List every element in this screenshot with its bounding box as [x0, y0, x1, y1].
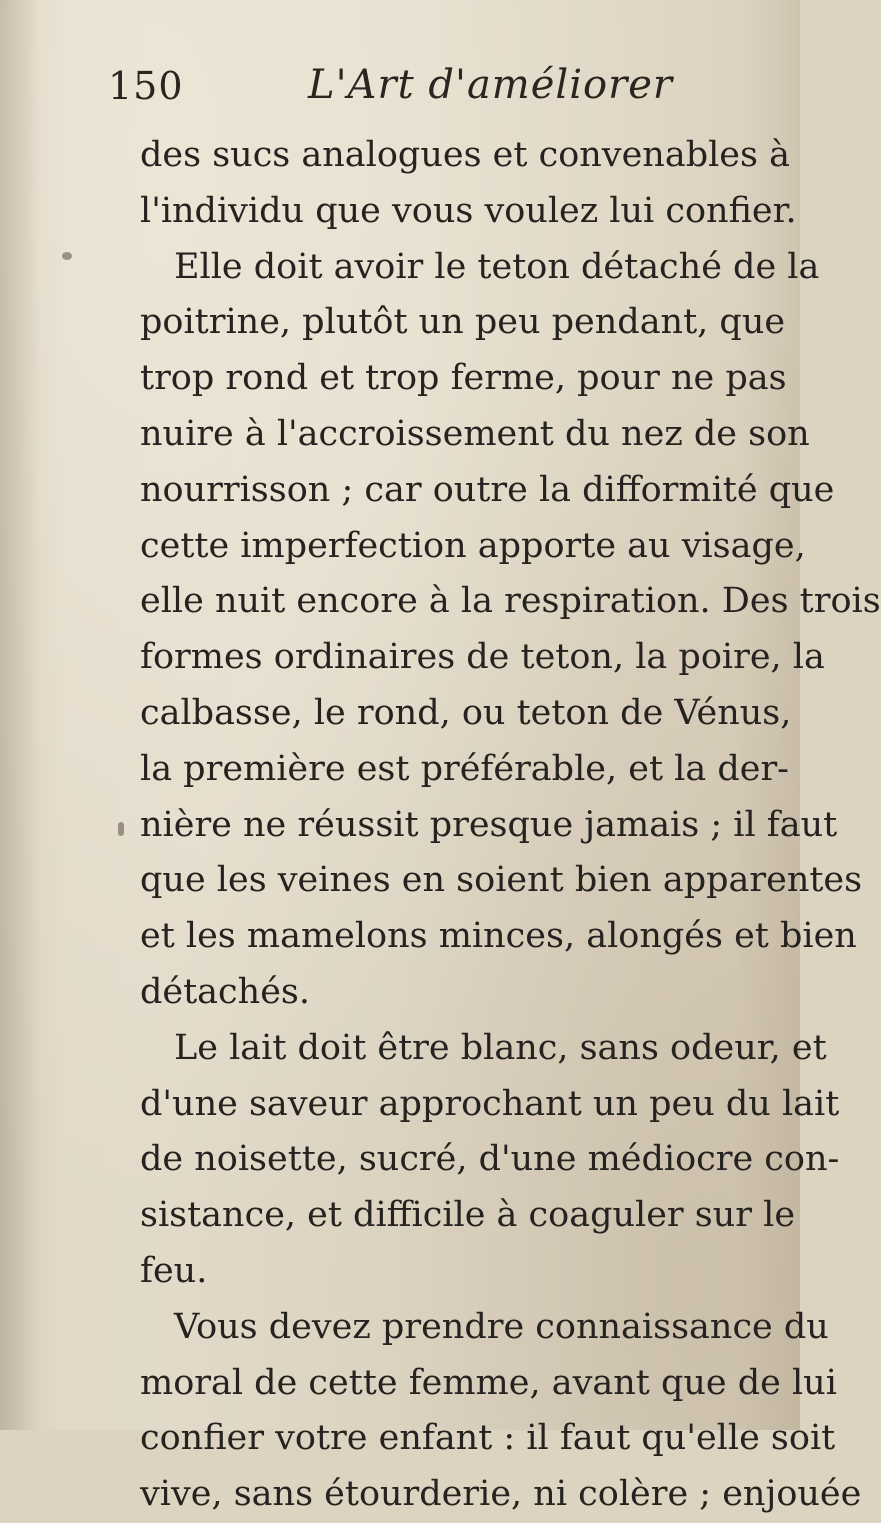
text-line: confier votre enfant : il faut qu'elle soit	[140, 1418, 836, 1459]
text-line: vive, sans étourderie, ni colère ; enjouée	[140, 1474, 862, 1515]
text-line: d'une saveur approchant un peu du lait	[140, 1083, 840, 1124]
page-number: 150	[108, 64, 184, 108]
text-line: de noisette, sucré, d'une médiocre con-	[140, 1139, 840, 1180]
running-title: L'Art d'améliorer	[308, 62, 673, 108]
page-header	[108, 60, 708, 110]
text-line: que les veines en soient bien apparentes	[140, 860, 863, 901]
text-line: Le lait doit être blanc, sans odeur, et	[174, 1027, 827, 1068]
text-line: nourrisson ; car outre la difformité que	[140, 469, 835, 510]
text-line: calbasse, le rond, ou teton de Vénus,	[140, 692, 792, 733]
gutter-shadow	[0, 0, 40, 1430]
ink-spot	[118, 822, 124, 836]
text-line: l'individu que vous voulez lui confier.	[140, 190, 797, 231]
text-line: nuire à l'accroissement du nez de son	[140, 413, 810, 454]
text-line: Vous devez prendre connaissance du	[174, 1306, 829, 1347]
body-text	[140, 128, 881, 1523]
ink-spot	[62, 252, 72, 260]
text-line: moral de cette femme, avant que de lui	[140, 1362, 837, 1403]
text-line: cette imperfection apporte au visage,	[140, 525, 806, 566]
text-line: poitrine, plutôt un peu pendant, que	[140, 302, 786, 343]
text-line: détachés.	[140, 971, 310, 1012]
text-line: la première est préférable, et la der-	[140, 748, 790, 789]
text-line: et les mamelons minces, alongés et bien	[140, 916, 857, 957]
text-line: nière ne réussit presque jamais ; il faut	[140, 804, 838, 845]
text-line: Elle doit avoir le teton détaché de la	[174, 246, 820, 287]
text-line: des sucs analogues et convenables à	[140, 135, 790, 175]
text-line: formes ordinaires de teton, la poire, la	[140, 637, 825, 678]
text-line: elle nuit encore à la respiration. Des trois	[140, 581, 881, 622]
text-line: trop rond et trop ferme, pour ne pas	[140, 358, 787, 399]
text-line: feu.	[140, 1250, 208, 1291]
text-line: sistance, et difficile à coaguler sur le	[140, 1195, 796, 1236]
